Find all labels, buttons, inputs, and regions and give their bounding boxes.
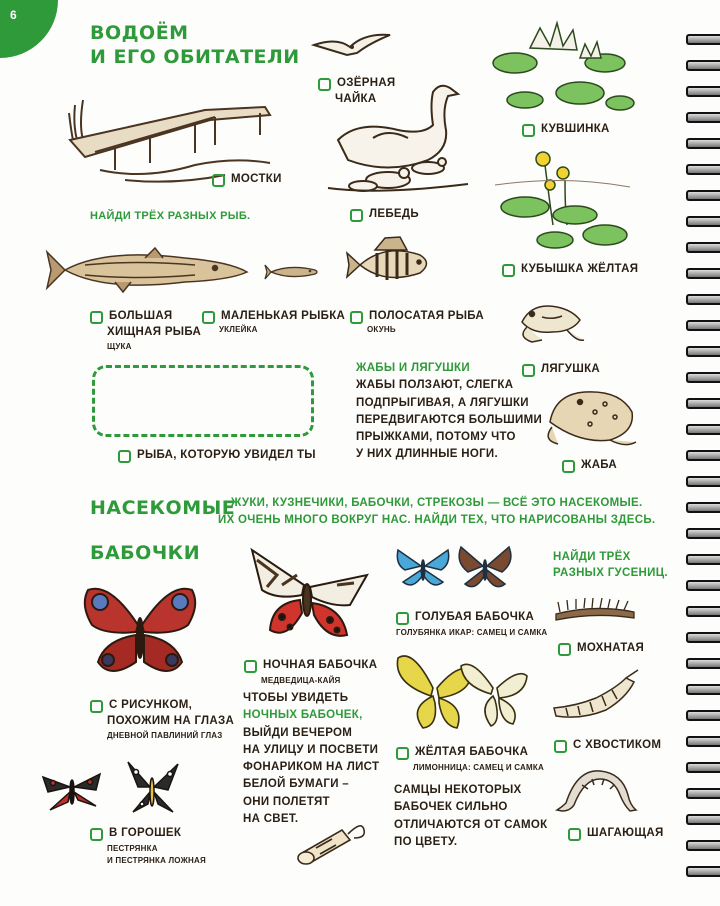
tip-line: ФОНАРИКОМ НА ЛИСТ	[243, 761, 380, 773]
toads-note-line: ЖАБЫ ПОЛЗАЮТ, СЛЕГКА	[356, 379, 514, 392]
insects-title: НАСЕКОМЫЕ	[90, 497, 236, 519]
males-note	[394, 782, 548, 851]
perch-checkbox[interactable]	[350, 311, 363, 324]
toads-note-line: ПРЫЖКАМИ, ПОТОМУ ЧТО	[356, 431, 516, 443]
spotted-species-1: ПЕСТРЯНКА	[107, 843, 158, 853]
hairy-checkbox[interactable]	[558, 643, 571, 656]
tip-line-highlight: НОЧНЫХ БАБОЧЕК,	[243, 709, 363, 722]
spiral-binding	[684, 0, 720, 906]
toad-label: ЖАБА	[581, 459, 618, 471]
butterflies-title: БАБОЧКИ	[90, 542, 201, 564]
blue-butterfly-checkbox[interactable]	[396, 612, 409, 625]
swan-label: ЛЕБЕДЬ	[369, 208, 419, 220]
peacock-checkbox[interactable]	[90, 700, 103, 713]
lily-caption	[522, 122, 610, 138]
swan-checkbox[interactable]	[350, 209, 363, 222]
walking-checkbox[interactable]	[568, 828, 581, 841]
bleak-illustration	[265, 262, 320, 282]
toad-checkbox[interactable]	[562, 460, 575, 473]
toads-note-line: ПОДПРЫГИВАЯ, А ЛЯГУШКИ	[356, 396, 529, 409]
toads-note-line: У НИХ ДЛИННЫЕ НОГИ.	[356, 448, 498, 461]
blue-butterflies-illustration	[393, 542, 518, 592]
toad-illustration	[540, 382, 640, 452]
mostki-checkbox[interactable]	[212, 174, 225, 187]
gull-label-line2: ЧАЙКА	[335, 92, 377, 105]
bleak-caption	[202, 309, 345, 335]
peacock-butterfly-illustration	[80, 580, 200, 685]
gull-illustration	[312, 25, 392, 65]
yellow-lily-illustration	[495, 145, 635, 253]
tip-line: ЧТОБЫ УВИДЕТЬ	[243, 692, 349, 704]
pond-title-line2: И ЕГО ОБИТАТЕЛИ	[90, 45, 300, 68]
yellow-butterflies-illustration	[393, 648, 533, 738]
page-number: 6	[10, 8, 17, 22]
pike-species: ЩУКА	[107, 342, 132, 352]
tailed-caption	[554, 738, 661, 754]
kubyshka-caption	[502, 262, 638, 278]
insects-intro-line1: ЖУКИ, КУЗНЕЧИКИ, БАБОЧКИ, СТРЕКОЗЫ — ВСЁ ЭТО НАСЕКОМЫЕ.	[230, 497, 643, 509]
swan-caption	[350, 207, 419, 223]
find-caterpillars-line1: НАЙДИ ТРЁХ	[553, 551, 631, 563]
walking-caption	[568, 826, 664, 842]
frog-label: ЛЯГУШКА	[541, 363, 600, 375]
spotted-label: В ГОРОШЕК	[109, 827, 182, 839]
blue-butterfly-species: ГОЛУБЯНКА ИКАР: САМЕЦ И САМКА	[396, 627, 548, 637]
toad-caption	[562, 458, 617, 474]
blue-butterfly-label: ГОЛУБАЯ БАБОЧКА	[415, 611, 535, 623]
inchworm-illustration	[552, 765, 642, 815]
night-moth-label: НОЧНАЯ БАБОЧКА	[263, 659, 378, 671]
tip-line: НА СВЕТ.	[243, 812, 299, 825]
walking-label: ШАГАЮЩАЯ	[587, 827, 664, 839]
seen-fish-checkbox[interactable]	[118, 450, 131, 463]
spotted-checkbox[interactable]	[90, 828, 103, 841]
night-moth-species: МЕДВЕДИЦА-КАЙЯ	[261, 675, 341, 685]
seen-fish-caption	[118, 448, 316, 464]
yellow-butterfly-checkbox[interactable]	[396, 747, 409, 760]
insects-intro-line2: ИХ ОЧЕНЬ МНОГО ВОКРУГ НАС. НАЙДИ ТЕХ, ЧТО НАРИСОВАНЫ ЗДЕСЬ.	[218, 514, 656, 527]
perch-illustration	[345, 235, 435, 290]
hairy-caterpillar-illustration	[550, 598, 640, 623]
find-caterpillars-line2: РАЗНЫХ ГУСЕНИЦ.	[553, 566, 668, 579]
frog-illustration	[512, 292, 587, 347]
tailed-checkbox[interactable]	[554, 740, 567, 753]
pond-title	[90, 22, 300, 70]
pike-checkbox[interactable]	[90, 311, 103, 324]
kubyshka-label: КУБЫШКА ЖЁЛТАЯ	[521, 263, 639, 275]
tip-line: ОНИ ПОЛЕТЯТ	[243, 795, 330, 808]
blue-butterfly-caption	[396, 610, 547, 638]
lily-label: КУВШИНКА	[541, 123, 610, 135]
peacock-caption	[90, 698, 234, 742]
mostki-caption	[212, 172, 282, 188]
mostki-label: МОСТКИ	[231, 173, 282, 185]
spotted-species-2: И ПЕСТРЯНКА ЛОЖНАЯ	[107, 856, 206, 866]
perch-label: ПОЛОСАТАЯ РЫБА	[369, 310, 485, 322]
flashlight-illustration	[292, 818, 372, 868]
perch-caption	[350, 309, 484, 335]
find-caterpillars	[553, 550, 668, 581]
water-lily-illustration	[485, 18, 635, 118]
frog-checkbox[interactable]	[522, 364, 535, 377]
males-note-line: САМЦЫ НЕКОТОРЫХ	[394, 784, 522, 796]
yellow-butterfly-species: ЛИМОННИЦА: САМЕЦ И САМКА	[413, 762, 544, 772]
yellow-butterfly-label: ЖЁЛТАЯ БАБОЧКА	[415, 746, 529, 758]
burnet-moths-illustration	[38, 752, 188, 822]
hairy-label: МОХНАТАЯ	[577, 642, 645, 654]
toads-note-line: ПЕРЕДВИГАЮТСЯ БОЛЬШИМИ	[356, 413, 543, 426]
males-note-line: БАБОЧЕК СИЛЬНО	[394, 801, 508, 814]
tailed-caterpillar-illustration	[546, 668, 641, 723]
perch-species: ОКУНЬ	[367, 324, 396, 334]
hairy-caption	[558, 641, 644, 657]
lily-checkbox[interactable]	[522, 124, 535, 137]
peacock-species: ДНЕВНОЙ ПАВЛИНИЙ ГЛАЗ	[107, 731, 223, 741]
spotted-caption	[90, 826, 206, 867]
pond-title-line1: ВОДОЁМ	[90, 22, 189, 44]
peacock-label-line1: С РИСУНКОМ,	[109, 699, 193, 711]
toads-note-title: ЖАБЫ И ЛЯГУШКИ	[356, 362, 470, 374]
peacock-label-line2: ПОХОЖИМ НА ГЛАЗА	[107, 714, 235, 727]
pike-caption	[90, 309, 201, 353]
frog-caption	[522, 362, 600, 378]
night-moth-caption	[244, 658, 377, 686]
bleak-species: УКЛЕЙКА	[219, 324, 258, 334]
page-number-badge	[0, 0, 60, 60]
seen-fish-label: РЫБА, КОТОРУЮ УВИДЕЛ ТЫ	[137, 449, 316, 461]
find-fish-instruction: НАЙДИ ТРЁХ РАЗНЫХ РЫБ.	[90, 210, 251, 222]
bleak-checkbox[interactable]	[202, 311, 215, 324]
insects-intro	[218, 495, 655, 530]
kubyshka-checkbox[interactable]	[502, 264, 515, 277]
swan-illustration	[318, 80, 473, 195]
tiger-moth-illustration	[242, 545, 372, 645]
toads-note	[356, 360, 542, 464]
bleak-label: МАЛЕНЬКАЯ РЫБКА	[221, 310, 346, 322]
night-moth-tip	[243, 690, 379, 828]
draw-fish-box[interactable]	[92, 365, 314, 437]
gull-label-line1: ОЗЁРНАЯ	[337, 77, 396, 89]
tip-line: БЕЛОЙ БУМАГИ –	[243, 778, 350, 791]
males-note-line: ОТЛИЧАЮТСЯ ОТ САМОК	[394, 818, 548, 831]
pike-illustration	[45, 240, 250, 300]
pike-label-line2: ХИЩНАЯ РЫБА	[107, 325, 202, 338]
tip-line: ВЫЙДИ ВЕЧЕРОМ	[243, 726, 353, 739]
tailed-label: С ХВОСТИКОМ	[573, 739, 662, 751]
males-note-line: ПО ЦВЕТУ.	[394, 835, 458, 848]
night-moth-checkbox[interactable]	[244, 660, 257, 673]
tip-line: НА УЛИЦУ И ПОСВЕТИ	[243, 743, 379, 756]
yellow-butterfly-caption	[396, 745, 544, 773]
pike-label-line1: БОЛЬШАЯ	[109, 310, 173, 322]
